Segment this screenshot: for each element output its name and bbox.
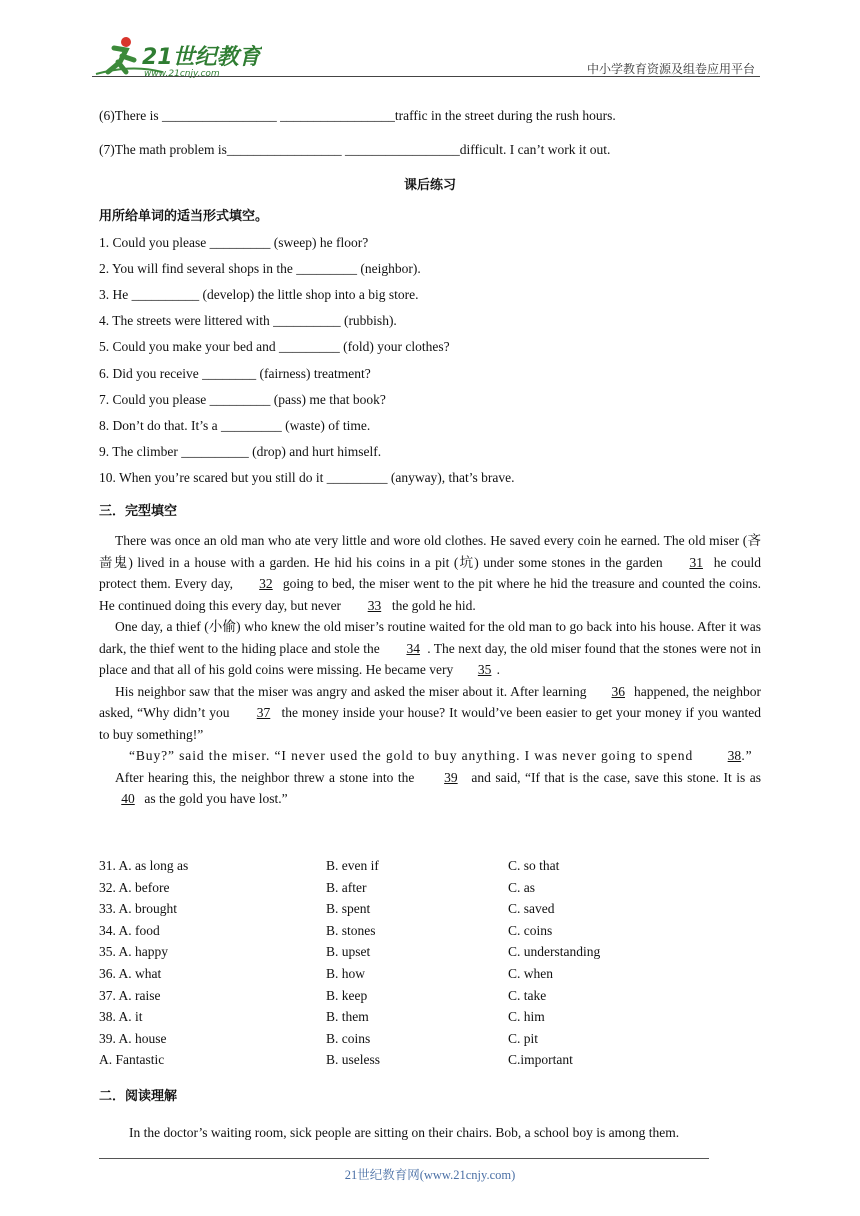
option-b: B. after bbox=[326, 879, 367, 895]
site-logo bbox=[92, 34, 262, 80]
option-row bbox=[99, 922, 699, 940]
footer-divider bbox=[99, 1158, 709, 1159]
blank-31: 31 bbox=[689, 554, 703, 570]
option-row bbox=[99, 857, 699, 875]
blank-36: 36 bbox=[611, 683, 625, 699]
fill-item: 10. When you’re scared but you still do it _________ (anyway), that’s brave. bbox=[99, 469, 515, 485]
blank-34: 34 bbox=[406, 640, 420, 656]
blank-37: 37 bbox=[256, 705, 271, 720]
option-b: B. useless bbox=[326, 1052, 380, 1068]
fill-item: 8. Don’t do that. It’s a _________ (waste) of time. bbox=[99, 417, 371, 433]
option-c: C. when bbox=[508, 966, 553, 981]
option-c: C. saved bbox=[508, 901, 555, 917]
cloze-paragraph-4: “Buy?” said the miser. “I never used the gold to buy anything. I was never going to spend 38.” bbox=[99, 745, 761, 767]
option-c: C. pit bbox=[508, 1030, 539, 1046]
reading-first-line: In the doctor’s waiting room, sick people are sitting on their chairs. Bob, a school boy is among them. bbox=[129, 1125, 680, 1140]
fill-item: 6. Did you receive ________ (fairness) treatment? bbox=[99, 365, 371, 381]
option-b: B. how bbox=[326, 966, 366, 981]
footer-text: 21世纪教育网(www.21cnjy.com) bbox=[344, 1168, 516, 1182]
fill-item: 4. The streets were littered with __________ (rubbish). bbox=[99, 313, 397, 329]
svg-text:21世纪教育: 21世纪教育 bbox=[142, 45, 261, 70]
header-divider bbox=[92, 76, 760, 77]
option-c: C. as bbox=[508, 879, 535, 895]
blank-33: 33 bbox=[367, 597, 382, 613]
svg-text:www.21cnjy.com: www.21cnjy.com bbox=[144, 69, 220, 79]
option-row bbox=[99, 879, 699, 897]
option-a: A. Fantastic bbox=[99, 1052, 165, 1068]
fill-instruction: 用所给单词的适当形式填空。 bbox=[99, 209, 269, 224]
fill-item: 2. You will find several shops in the _________ (neighbor). bbox=[99, 261, 421, 277]
blank-40: 40 bbox=[121, 791, 135, 806]
option-a: 32. A. before bbox=[99, 879, 170, 895]
option-b: B. coins bbox=[326, 1030, 371, 1046]
fill-item: 5. Could you make your bed and _________ (fold) your clothes? bbox=[99, 339, 450, 355]
option-b: B. upset bbox=[326, 944, 371, 960]
option-row bbox=[99, 1008, 699, 1026]
cloze-paragraph-3: His neighbor saw that the miser was angry and asked the miser about it. After learning 36 happened, the neighbor asked, “Why didn’t you 37 the money inside your house? It would’ve been easier to get your money if you wanted to buy something!” bbox=[99, 681, 761, 746]
option-c: C. coins bbox=[508, 922, 553, 938]
platform-label: 中小学教育资源及组卷应用平台 bbox=[586, 62, 755, 76]
option-c: C. him bbox=[508, 1009, 545, 1025]
blank-39: 39 bbox=[444, 769, 458, 785]
blank-35: 35 bbox=[477, 662, 492, 677]
option-row bbox=[99, 900, 699, 918]
fill-item: 1. Could you please _________ (sweep) he floor? bbox=[99, 235, 369, 250]
option-a: 37. A. raise bbox=[99, 987, 161, 1003]
question-7: (7)The math problem is_________________ _________________difficult. I can’t work it out. bbox=[99, 142, 611, 157]
option-b: B. even if bbox=[326, 858, 379, 873]
option-row bbox=[99, 1051, 699, 1069]
cloze-title: 三．完型填空 bbox=[99, 504, 178, 519]
option-c: C.important bbox=[508, 1052, 573, 1068]
cloze-passage bbox=[99, 530, 761, 810]
option-row bbox=[99, 965, 699, 983]
option-row bbox=[99, 987, 699, 1005]
option-c: C. so that bbox=[508, 858, 560, 873]
blank-38: 38 bbox=[727, 748, 742, 763]
option-b: B. them bbox=[326, 1009, 369, 1025]
fill-item: 9. The climber __________ (drop) and hurt himself. bbox=[99, 443, 382, 459]
question-6: (6)There is _________________ _________________traffic in the street during the rush hours. bbox=[99, 108, 616, 123]
option-a: 36. A. what bbox=[99, 966, 162, 981]
option-a: 39. A. house bbox=[99, 1030, 167, 1046]
option-row bbox=[99, 1030, 699, 1048]
reading-title: 二．阅读理解 bbox=[99, 1089, 178, 1104]
fill-item: 3. He __________ (develop) the little shop into a big store. bbox=[99, 287, 419, 303]
blank-32: 32 bbox=[259, 576, 273, 591]
cloze-paragraph-1: There was once an old man who ate very little and wore old clothes. He saved every coin he earned. The old miser (吝啬鬼) lived in a house with a garden. He hid his coins in a pit (坑) under some stones in the garden 31 he could protect them. Every day, 32 going to bed, the miser went to the pit where he hid the treasure and counted the coins. He continued doing this every day, but never 33 the gold he hid. bbox=[99, 530, 761, 616]
cloze-paragraph-5: After hearing this, the neighbor threw a stone into the 39 and said, “If that is the case, save this stone. It is as 40 as the gold you have lost.” bbox=[99, 767, 761, 810]
fill-item: 7. Could you please _________ (pass) me that book? bbox=[99, 391, 386, 407]
option-a: 31. A. as long as bbox=[99, 858, 189, 873]
cloze-paragraph-2: One day, a thief (小偷) who knew the old miser’s routine waited for the old man to go back into his house. After it was dark, the thief went to the hiding place and stole the 34 . The next day, the old miser found that the stones were not in place and that all of his gold coins were missing. He became very 35 . bbox=[99, 616, 761, 681]
option-b: B. stones bbox=[326, 922, 376, 938]
option-c: C. take bbox=[508, 987, 547, 1003]
option-b: B. spent bbox=[326, 901, 371, 917]
option-a: 34. A. food bbox=[99, 922, 160, 938]
option-a: 38. A. it bbox=[99, 1009, 143, 1025]
option-a: 35. A. happy bbox=[99, 944, 168, 960]
option-row bbox=[99, 943, 699, 961]
after-class-title: 课后练习 bbox=[403, 178, 456, 193]
option-b: B. keep bbox=[326, 987, 368, 1003]
option-a: 33. A. brought bbox=[99, 901, 178, 917]
option-c: C. understanding bbox=[508, 944, 601, 960]
